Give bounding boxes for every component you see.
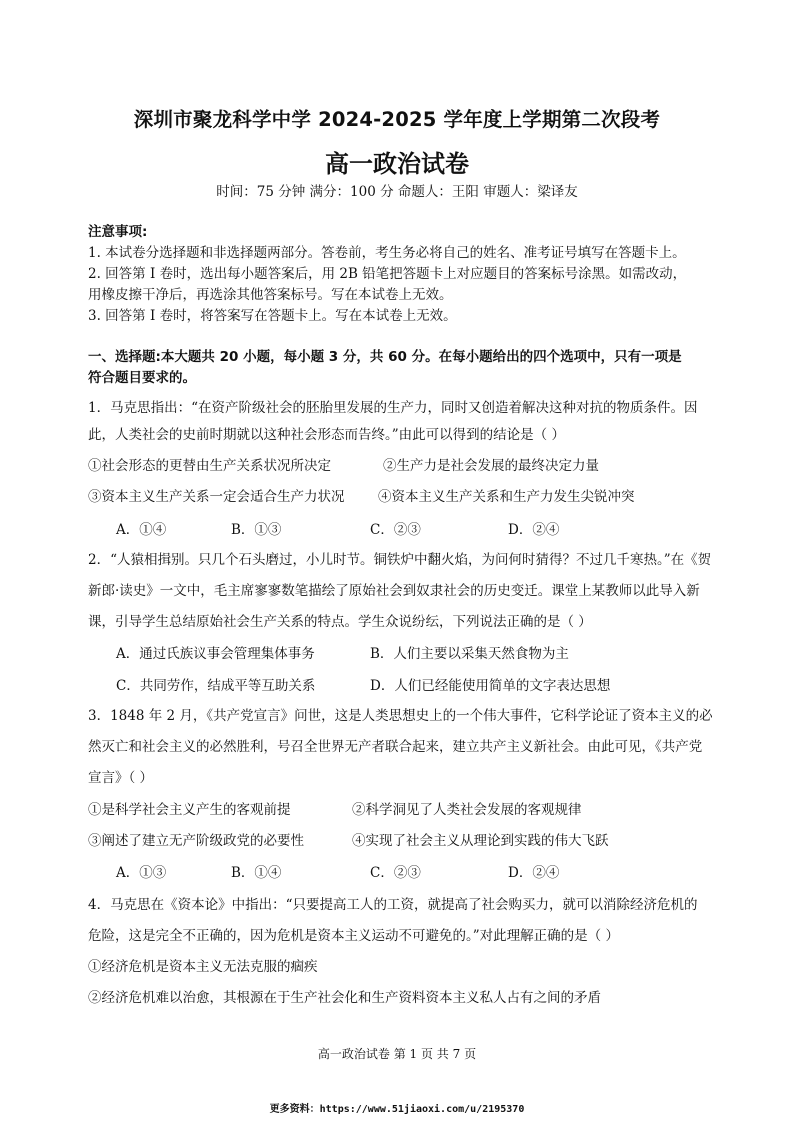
q2-option-d: D．人们已经能使用简单的文字表达思想 [370,678,611,694]
q3-statement-2: ②科学洞见了人类社会发展的客观规律 [352,802,582,818]
q3-option-b: B．①④ [231,865,282,881]
exam-title: 高一政治试卷 [325,150,469,178]
note-item: 2. 回答第 I 卷时，选出每小题答案后，用 2B 铅笔把答题卡上对应题目的答案标号涂黑。如需改动， [88,266,687,282]
question-1-stem: 1．马克思指出：“在资产阶级社会的胚胎里发展的生产力，同时又创造着解决这种对抗的物质条件。因 [88,400,698,416]
q2-option-b: B．人们主要以采集天然食物为主 [370,646,569,662]
question-3-stem-cont: 宣言》（ ） [88,770,154,786]
note-item: 1. 本试卷分选择题和非选择题两部分。答卷前，考生务必将自己的姓名、准考证号填写在答题卡上。 [88,245,686,261]
note-item: 3. 回答第 I 卷时，将答案写在答题卡上。写在本试卷上无效。 [88,308,457,324]
question-3-stem-cont: 然灭亡和社会主义的必然胜利，号召全世界无产者联合起来，建立共产主义新社会。由此可见，《共产党 [88,739,703,755]
q1-option-a: A．①④ [116,522,167,538]
exam-meta: 时间：75 分钟 满分：100 分 命题人：王阳 审题人：梁译友 [216,184,578,200]
q3-option-a: A．①③ [116,865,167,881]
question-2-stem-cont: 新郎·读史》一文中，毛主席寥寥数笔描绘了原始社会到奴隶社会的历史变迁。课堂上某教师以此导入新 [88,583,700,599]
note-item: 用橡皮擦干净后，再选涂其他答案标号。写在本试卷上无效。 [88,287,453,303]
section-heading: 一、选择题:本大题共 20 小题，每小题 3 分，共 60 分。在每小题给出的四个选项中，只有一项是 [88,349,682,365]
q3-statement-3: ③阐述了建立无产阶级政党的必要性 [88,833,304,849]
section-heading-cont: 符合题目要求的。 [88,370,196,386]
question-4-stem: 4．马克思在《资本论》中指出：“只要提高工人的工资，就提高了社会购买力，就可以消除经济危机的 [88,897,698,913]
page-footer: 高一政治试卷 第 1 页 共 7 页 [317,1047,477,1061]
q1-statement-1: ①社会形态的更替由生产关系状况所决定 [88,458,331,474]
question-2-stem-cont: 课，引导学生总结原始社会生产关系的特点。学生众说纷纭，下列说法正确的是（ ） [88,614,592,630]
q3-statement-1: ①是科学社会主义产生的客观前提 [88,802,291,818]
q1-statement-2: ②生产力是社会发展的最终决定力量 [383,458,599,474]
school-title: 深圳市聚龙科学中学 2024-2025 学年度上学期第二次段考 [133,108,661,131]
q3-option-c: C．②③ [370,865,421,881]
q1-statement-3: ③资本主义生产关系一定会适合生产力状况 [88,489,345,505]
q3-statement-4: ④实现了社会主义从理论到实践的伟大飞跃 [352,833,609,849]
question-1-stem-cont: 此，人类社会的史前时期就以这种社会形态而告终。”由此可以得到的结论是（ ） [88,427,565,443]
q4-statement-2: ②经济危机难以治愈，其根源在于生产社会化和生产资料资本主义私人占有之间的矛盾 [88,990,601,1006]
q2-option-a: A．通过氏族议事会管理集体事务 [116,646,315,662]
question-3-stem: 3．1848 年 2 月，《共产党宣言》问世，这是人类思想史上的一个伟大事件，它科学论证了资本主义的必 [88,708,713,724]
q1-option-c: C．②③ [370,522,421,538]
q1-option-d: D．②④ [508,522,560,538]
question-2-stem: 2．“人猿相揖别。只几个石头磨过，小儿时节。铜铁炉中翻火焰，为问何时猜得？不过几千寒热。”在《贺 [88,552,712,568]
q1-statement-4: ④资本主义生产关系和生产力发生尖锐冲突 [378,489,635,505]
q1-option-b: B．①③ [231,522,282,538]
q2-option-c: C．共同劳作，结成平等互助关系 [116,678,316,694]
more-resources-link[interactable]: 更多资料：https://www.51jiaoxi.com/u/2195370 [269,1104,525,1115]
question-4-stem-cont: 危险，这是完全不正确的，因为危机是资本主义运动不可避免的。”对此理解正确的是（ ） [88,928,619,944]
notes-heading: 注意事项: [88,224,148,240]
q4-statement-1: ①经济危机是资本主义无法克服的痼疾 [88,959,318,975]
q3-option-d: D．②④ [508,865,560,881]
